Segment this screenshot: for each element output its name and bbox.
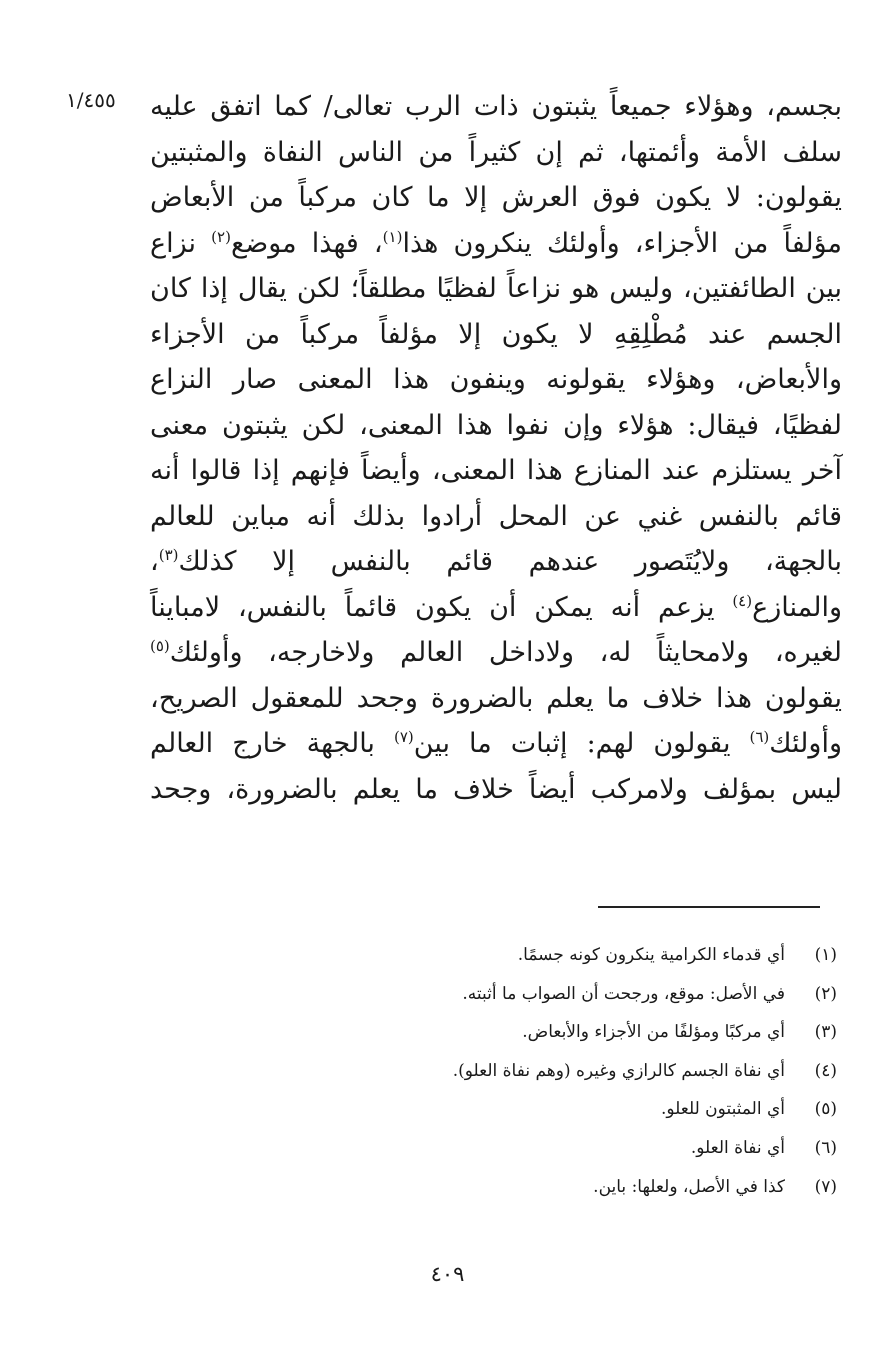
footnote-item xyxy=(317,1129,837,1168)
footnotes-list xyxy=(317,936,837,1206)
text-line: قائم بالنفس غني عن المحل أرادوا بذلك أنه مباين للعالم xyxy=(150,500,842,532)
text-line: والأبعاض، وهؤلاء يقولونه وينفون هذا المعنى صار النزاع xyxy=(150,364,842,395)
text-line: بجسم، وهؤلاء جميعاً يثبتون ذات الرب تعالى/ كما اتفق عليه xyxy=(150,91,842,122)
footnote-marker: (٣) xyxy=(158,546,179,564)
footnote-item xyxy=(317,1090,837,1129)
footnote-item xyxy=(317,975,837,1014)
text-line: سلف الأمة وأئمتها، ثم إن كثيراً من الناس النفاة والمثبتين xyxy=(150,136,842,168)
footnote-number: (٥) xyxy=(814,1099,837,1120)
footnote-marker: (١) xyxy=(382,227,403,246)
footnote-number: (٣) xyxy=(814,1022,837,1043)
footnote-text: أي نفاة العلو. xyxy=(690,1137,785,1158)
footnote-text: في الأصل: موقع، ورجحت أن الصواب ما أثبته. xyxy=(462,983,785,1004)
footnote-number: (١) xyxy=(814,945,837,965)
footnote-text: أي نفاة الجسم كالرازي وغيره (وهم نفاة العلو). xyxy=(452,1060,785,1081)
footnote-number: (٤) xyxy=(814,1060,837,1081)
footnote-number: (٢) xyxy=(814,983,837,1004)
text-line: الجسم عند مُطْلِقِهِ لا يكون إلا مؤلفاً مركباً من الأجزاء xyxy=(150,318,842,350)
text-line: مؤلفاً من الأجزاء، وأولئك ينكرون هذا$^{(١)}$، فهذا موضع$^{(٢)}$ نزاع xyxy=(150,227,842,259)
text-line: يقولون: لا يكون فوق العرش إلا ما كان مركباً من الأبعاض xyxy=(150,182,842,213)
footnote-marker: (٢) xyxy=(211,227,231,246)
text-line: بين الطائفتين، وليس هو نزاعاً لفظيًا مطلقاً؛ لكن يقال إذا كان xyxy=(150,273,842,304)
main-text xyxy=(150,84,842,812)
text-line: ليس بمؤلف ولامركب أيضاً خلاف ما يعلم بالضرورة، وجحد xyxy=(150,773,842,805)
text-line: والمنازع$^{(٤)}$ يزعم أنه يمكن أن يكون قائماً بالنفس، لامبايناً xyxy=(150,591,842,623)
footnote-text: أي قدماء الكرامية ينكرون كونه جسمًا. xyxy=(517,945,785,965)
footnote-item xyxy=(317,1168,837,1207)
footnote-text: أي مركبًا ومؤلفًا من الأجزاء والأبعاض. xyxy=(522,1022,785,1043)
footnote-marker: (٥) xyxy=(150,637,170,655)
footnote-item xyxy=(317,1052,837,1091)
footnote-marker: (٧) xyxy=(393,728,414,746)
footnote-number: (٧) xyxy=(814,1176,837,1197)
text-line: آخر يستلزم عند المنازع هذا المعنى، وأيضاً فإنهم إذا قالوا أنه xyxy=(150,455,842,486)
footnote-separator xyxy=(598,906,820,908)
footnote-text: كذا في الأصل، ولعلها: باين. xyxy=(593,1176,785,1197)
text-line: لغيره، ولامحايثاً له، ولاداخل العالم ولاخارجه، وأولئك$^{(٥)}$ xyxy=(150,637,842,668)
footnote-marker: (٤) xyxy=(732,591,753,610)
footnote-number: (٦) xyxy=(814,1137,837,1158)
footnote-item xyxy=(317,1013,837,1052)
text-line: وأولئك$^{(٦)}$ يقولون لهم: إثبات ما بين$^{(٧)}$ بالجهة خارج العالم xyxy=(150,728,842,759)
footnote-text: أي المثبتون للعلو. xyxy=(660,1099,785,1120)
text-line: يقولون هذا خلاف ما يعلم بالضرورة وجحد للمعقول الصريح، xyxy=(150,682,842,714)
text-line: لفظيًا، فيقال: هؤلاء وإن نفوا هذا المعنى، لكن يثبتون معنى xyxy=(150,409,842,441)
footnote-item xyxy=(317,936,837,975)
manuscript-folio-reference: ١/٤٥٥ xyxy=(66,88,116,112)
page-number: ٤٠٩ xyxy=(430,1262,465,1286)
text-line: بالجهة، ولايُتَصور عندهم قائم بالنفس إلا كذلك$^{(٣)}$، xyxy=(150,546,842,577)
footnote-marker: (٦) xyxy=(749,728,770,746)
